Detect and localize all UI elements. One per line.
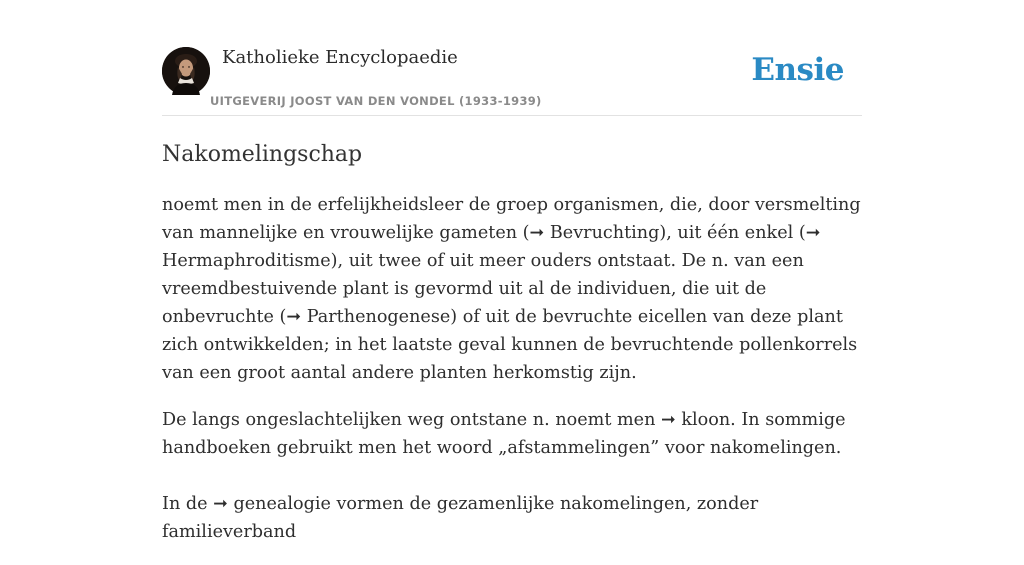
article-body <box>162 191 862 546</box>
site-header <box>162 46 862 116</box>
site-subtitle: UITGEVERIJ JOOST VAN DEN VONDEL (1933-1939) <box>210 94 542 108</box>
portrait-icon <box>162 47 210 95</box>
avatar[interactable] <box>162 47 210 95</box>
article-title: Nakomelingschap <box>162 142 363 167</box>
article-paragraph: In de ➞ genealogie vormen de gezamenlijke nakomelingen, zonder familieverband <box>162 494 759 542</box>
article-paragraph: noemt men in de erfelijkheidsleer de groep organismen, die, door versmelting van mannelijke en vrouwelijke gameten (➞ Bevruchting), uit één enkel (➞ Hermaphroditisme), uit twee of uit meer ouders ontstaat. De n. van een vreemdbestuivende plant is gevormd uit al de individuen, die uit de onbevruchte (➞ Parthenogenese) of uit de bevruchte eicellen van deze plant zich ontwikkelden; in het laatste geval kunnen de bevruchtende pollenkorrels van een groot aantal andere planten herkomstig zijn. <box>162 195 861 383</box>
article-paragraph: De langs ongeslachtelijken weg ontstane n. noemt men ➞ kloon. In sommige handboeken gebruikt men het woord „afstammelingen” voor nakomelingen. <box>162 410 846 458</box>
site-title[interactable]: Katholieke Encyclopaedie <box>222 47 458 68</box>
brand-logo[interactable]: Ensie <box>751 52 844 88</box>
content-container <box>162 46 862 565</box>
